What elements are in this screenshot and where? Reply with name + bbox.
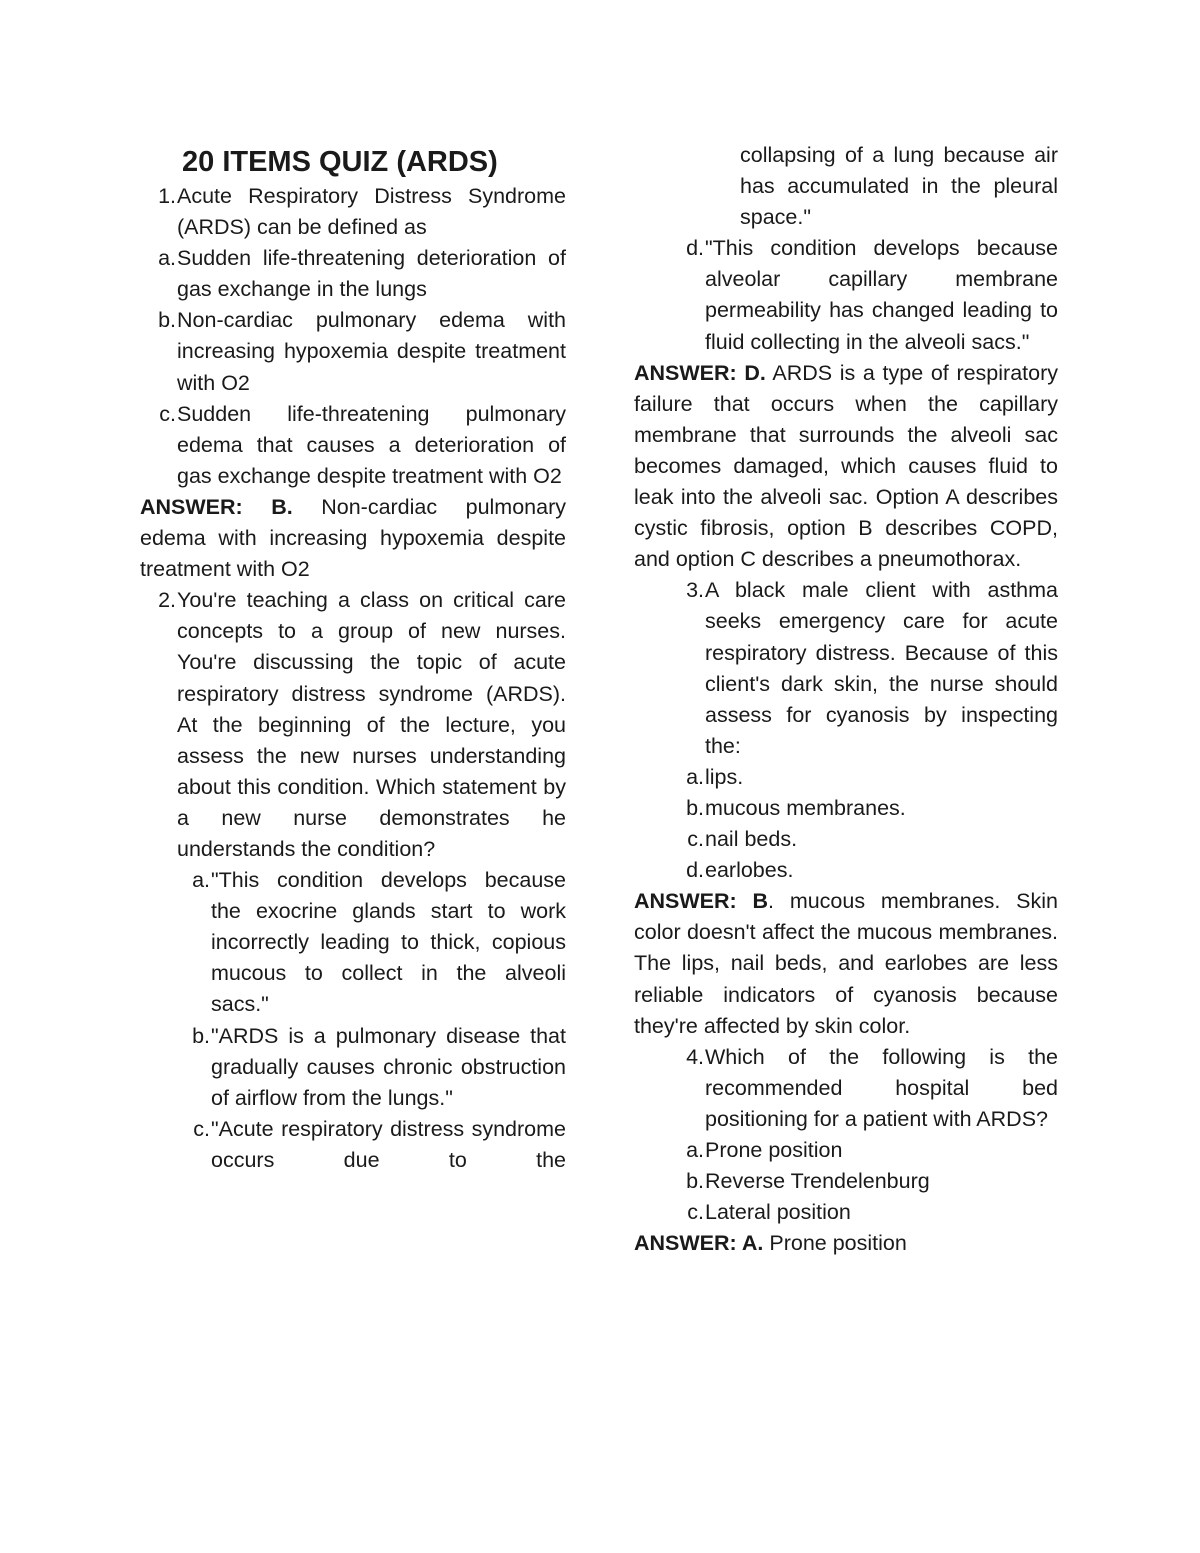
question-number: 4. bbox=[686, 1044, 704, 1069]
question-number: 1. bbox=[158, 184, 176, 208]
option-marker: c. bbox=[687, 1200, 704, 1225]
option-marker: a. bbox=[686, 764, 704, 789]
question-number: 2. bbox=[158, 588, 176, 613]
left-column bbox=[140, 140, 566, 1176]
option-marker: b. bbox=[686, 1169, 704, 1194]
option-text: lips. bbox=[705, 764, 744, 789]
answer-label: ANSWER: B. bbox=[140, 494, 293, 519]
option-b bbox=[140, 1021, 566, 1114]
option-a bbox=[634, 762, 1058, 793]
option-c bbox=[140, 1114, 566, 1176]
answer-1 bbox=[140, 492, 566, 585]
option-d bbox=[634, 233, 1058, 357]
option-text: Prone position bbox=[705, 1138, 843, 1162]
question-text: Which of the following is the recommended hospital bed positioning for a patient with ARDS? bbox=[705, 1044, 1058, 1131]
option-text: earlobes. bbox=[705, 858, 794, 883]
option-marker: a. bbox=[686, 1138, 704, 1162]
answer-text: Non-cardiac pulmonary edema with increasing hypoxemia despite treatment with O2 bbox=[140, 494, 566, 582]
option-marker: b. bbox=[686, 795, 704, 820]
option-text: Sudden life-threatening pulmonary edema that causes a deterioration of gas exchange despite treatment with O2 bbox=[177, 401, 566, 488]
option-text: mucous membranes. bbox=[705, 795, 906, 820]
option-a bbox=[634, 1135, 1058, 1166]
answer-4 bbox=[634, 1228, 1058, 1259]
option-marker: c. bbox=[193, 1116, 210, 1141]
answer-label: ANSWER: D. bbox=[634, 360, 766, 385]
option-d bbox=[634, 855, 1058, 886]
question-2 bbox=[140, 585, 566, 865]
question-number: 3. bbox=[686, 578, 704, 603]
option-marker: a. bbox=[192, 868, 210, 893]
quiz-title: 20 ITEMS QUIZ (ARDS) bbox=[182, 146, 498, 178]
option-marker: a. bbox=[158, 246, 176, 271]
option-text: Lateral position bbox=[705, 1200, 851, 1225]
option-marker: b. bbox=[192, 1023, 210, 1048]
right-column bbox=[634, 140, 1058, 1259]
option-a bbox=[140, 243, 566, 305]
option-text: Reverse Trendelenburg bbox=[705, 1169, 930, 1194]
option-c bbox=[140, 399, 566, 492]
option-b bbox=[634, 793, 1058, 824]
question-text: A black male client with asthma seeks emergency care for acute respiratory distress. Because of this client's dark skin, the nurse should assess for cyanosis by inspecting the: bbox=[705, 578, 1058, 758]
option-a bbox=[140, 865, 566, 1020]
option-marker: d. bbox=[686, 236, 704, 261]
answer-3 bbox=[634, 886, 1058, 1041]
question-text: You're teaching a class on critical care concepts to a group of new nurses. You're discussing the topic of acute respiratory distress syndrome (ARDS). At the beginning of the lecture, you assess the new nurses understanding about this condition. Which statement by a new nurse demonstrates he understands the condition? bbox=[177, 588, 566, 861]
option-c-continued: collapsing of a lung because air has accumulated in the pleural space." bbox=[740, 143, 1058, 230]
option-text: nail beds. bbox=[705, 827, 798, 852]
answer-label: ANSWER: B bbox=[634, 889, 769, 914]
option-text: "Acute respiratory distress syndrome occurs due to the bbox=[211, 1116, 566, 1172]
option-text: "This condition develops because the exocrine glands start to work incorrectly leading to thick, copious mucous to collect in the alveoli sacs." bbox=[211, 868, 566, 1017]
option-marker: c. bbox=[159, 401, 176, 426]
question-3 bbox=[634, 575, 1058, 762]
option-c bbox=[634, 1197, 1058, 1228]
option-marker: b. bbox=[158, 308, 176, 333]
option-c bbox=[634, 824, 1058, 855]
option-text: Sudden life-threatening deterioration of gas exchange in the lungs bbox=[177, 246, 566, 302]
option-text: "This condition develops because alveolar capillary membrane permeability has changed leading to fluid collecting in the alveoli sacs." bbox=[705, 236, 1058, 354]
option-b bbox=[140, 305, 566, 398]
answer-text: ARDS is a type of respiratory failure that occurs when the capillary membrane that surrounds the alveoli sac becomes damaged, which causes fluid to leak into the alveoli sac. Option A describes cystic fibrosis, option B describes COPD, and option C describes a pneumothorax. bbox=[634, 360, 1058, 572]
question-1 bbox=[140, 181, 566, 243]
option-b bbox=[634, 1166, 1058, 1197]
option-marker: d. bbox=[686, 858, 704, 883]
answer-label: ANSWER: A. bbox=[634, 1231, 764, 1256]
question-text: Acute Respiratory Distress Syndrome (ARDS) can be defined as bbox=[177, 184, 566, 240]
answer-text: . mucous membranes. Skin color doesn't affect the mucous membranes. The lips, nail beds, and earlobes are less reliable indicators of cyanosis because they're affected by skin color. bbox=[634, 889, 1058, 1038]
option-text: "ARDS is a pulmonary disease that gradually causes chronic obstruction of airflow from the lungs." bbox=[211, 1023, 566, 1110]
answer-2 bbox=[634, 358, 1058, 576]
option-text: Non-cardiac pulmonary edema with increasing hypoxemia despite treatment with O2 bbox=[177, 308, 566, 395]
option-marker: c. bbox=[687, 827, 704, 852]
answer-text: Prone position bbox=[763, 1231, 907, 1256]
question-4 bbox=[634, 1042, 1058, 1135]
